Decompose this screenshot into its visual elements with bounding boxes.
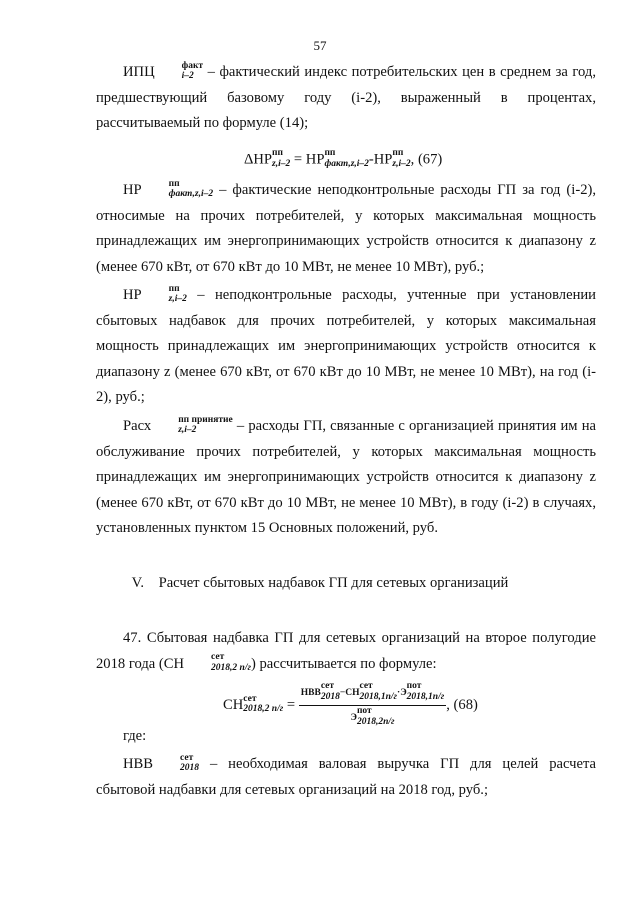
paragraph-nr xyxy=(96,283,596,411)
symbol-rash: Расх пп принятие z,i–2 xyxy=(123,414,233,436)
equation-67: ΔНР пп z,i–2 = НР пп факт,z,i–2 -НР пп z,i–2 , (67) xyxy=(244,148,443,169)
paragraph-nvv xyxy=(96,752,596,803)
equation-68: СН сет 2018,2 п/г = НВВ сет 2018 −СН сет 2018,1п/г ·Э пот 2018,1п/г Э пот 2018,2п/г , (68) xyxy=(223,681,478,727)
paragraph-rash xyxy=(96,414,596,542)
symbol-nr: НР пп z,i–2 xyxy=(123,283,187,305)
where-label: где: xyxy=(123,728,147,744)
section-heading xyxy=(0,575,640,592)
equation-68-denominator: Э пот 2018,2п/г xyxy=(350,706,395,727)
paragraph-47: 47. Сбытовая надбавка ГП для сетевых организаций на второе полугодие 2018 года (СН сет 2018,2 п/г ) рассчитывается по формуле: xyxy=(96,630,596,673)
symbol-ipc: ИПЦ факт i–2 xyxy=(123,60,204,82)
paragraph-nr-fact-text: – фактические неподконтрольные расходы ГП за год (i-2), относимые на прочих потребителей, у которых максимальная мощность принадлежащих им энергопринимающих устройств относится к диапазону z (менее 670 кВт, от 670 кВт до 10 МВт, не менее 10 МВт), руб.; xyxy=(96,182,596,275)
paragraph-ipc-text: – фактический индекс потребительских цен в среднем за год, предшествующий базовому году (i-2), выраженный в процентах, рассчитываемый по формуле (14); xyxy=(96,64,596,132)
paragraph-nr-text: – неподконтрольные расходы, учтенные при установлении сбытовых надбавок для прочих потребителей, у которых максимальная мощность принадлежащих им энергопринимающих устройств относится к диапазону z (менее 670 кВт, от 670 кВт до 10 МВт, не менее 10 МВт), на год (i-2), руб.; xyxy=(96,287,596,406)
paragraph-nvv-text: – необходимая валовая выручка ГП для целей расчета сбытовой надбавки для сетевых организаций на 2018 год, руб.; xyxy=(96,756,596,798)
symbol-nr-fact: НР пп факт,z,i–2 xyxy=(123,178,214,200)
section-title: Расчет сбытовых надбавок ГП для сетевых организаций xyxy=(158,575,509,591)
paragraph-nr-fact xyxy=(96,178,596,280)
equation-68-numerator: НВВ сет 2018 −СН сет 2018,1п/г ·Э пот 2018,1п/г xyxy=(299,683,446,706)
page-number: 57 xyxy=(313,38,327,53)
equation-68-fraction xyxy=(299,683,446,728)
paragraph-ipc xyxy=(96,60,596,137)
paragraph-rash-text: – расходы ГП, связанные с организацией принятия им на обслуживание прочих потребителей, у которых максимальная мощность принадлежащих им энергопринимающих устройств относится к диапазону z (менее 670 кВт, от 670 кВт до 10 МВт, не менее 10 МВт), в году (i-2) в случаях, установленных пунктом 15 Основных положений, руб. xyxy=(96,418,596,537)
symbol-nvv: НВВ сет 2018 xyxy=(123,752,200,774)
section-number: V. xyxy=(131,575,144,591)
